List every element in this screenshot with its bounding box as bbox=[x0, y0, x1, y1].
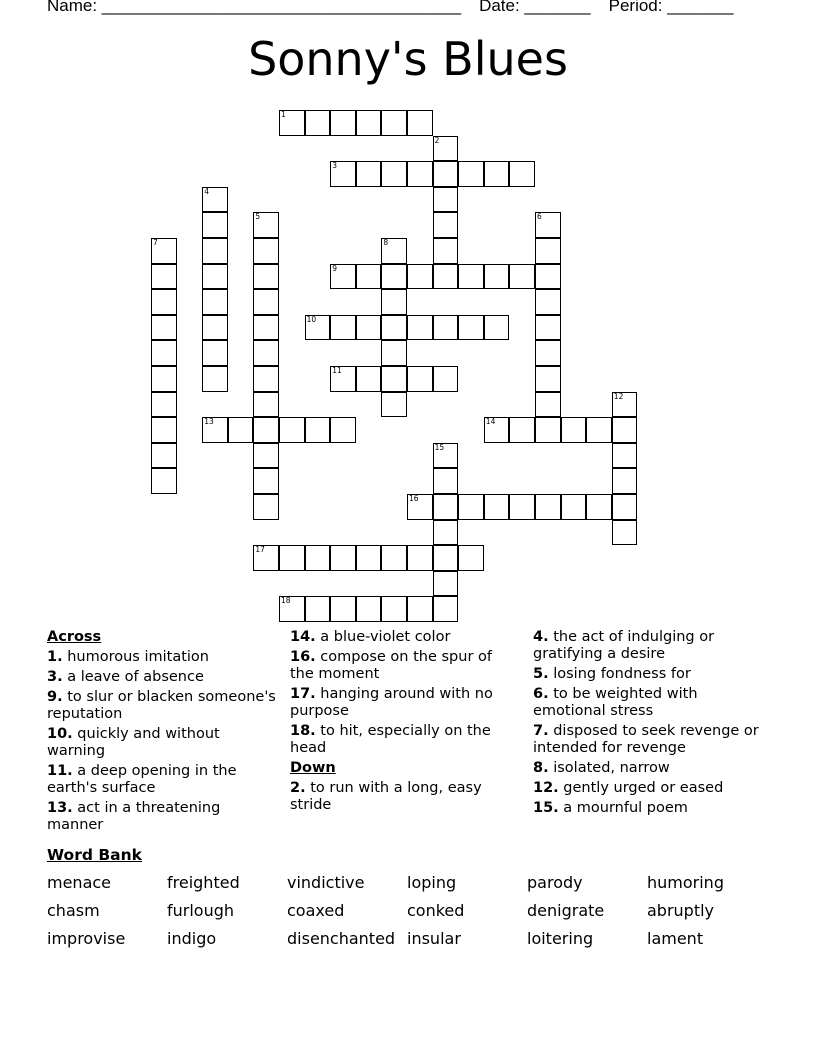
crossword-cell[interactable] bbox=[330, 417, 356, 443]
crossword-cell[interactable] bbox=[561, 417, 587, 443]
clue-across-9: 9. to slur or blacken someone's reputation bbox=[47, 689, 276, 722]
clue-number: 12 bbox=[613, 391, 624, 401]
crossword-cell[interactable] bbox=[356, 366, 382, 392]
word-bank-item: insular bbox=[407, 929, 461, 948]
crossword-cell[interactable] bbox=[612, 494, 638, 520]
clue-number: 11 bbox=[332, 366, 342, 375]
crossword-cell[interactable] bbox=[381, 289, 407, 315]
crossword-cell[interactable] bbox=[253, 264, 279, 290]
crossword-cell[interactable] bbox=[612, 392, 638, 418]
crossword-cell[interactable] bbox=[612, 468, 638, 494]
word-bank-item: disenchanted bbox=[287, 929, 396, 948]
crossword-cell[interactable] bbox=[509, 264, 535, 290]
word-bank bbox=[47, 873, 767, 948]
clue-across-1: 1. humorous imitation bbox=[47, 649, 209, 665]
crossword-cell[interactable] bbox=[381, 596, 407, 622]
crossword-cell[interactable] bbox=[407, 596, 433, 622]
crossword-cell[interactable] bbox=[458, 315, 484, 341]
period-line[interactable]: Period: _______ bbox=[608, 0, 734, 15]
clue-down-6: 6. to be weighted with emotional stress bbox=[533, 686, 698, 719]
crossword-cell[interactable] bbox=[433, 315, 459, 341]
clue-across-10: 10. quickly and without warning bbox=[47, 726, 220, 759]
clues-column-2 bbox=[290, 629, 520, 817]
clue-down-5: 5. losing fondness for bbox=[533, 666, 691, 682]
crossword-cell[interactable] bbox=[305, 110, 331, 136]
word-bank-item: indigo bbox=[167, 929, 217, 948]
crossword-cell[interactable] bbox=[433, 366, 459, 392]
crossword-cell[interactable] bbox=[151, 443, 177, 469]
crossword-cell[interactable] bbox=[202, 289, 228, 315]
crossword-cell[interactable] bbox=[509, 417, 535, 443]
crossword-cell[interactable] bbox=[228, 417, 254, 443]
crossword-cell[interactable] bbox=[381, 315, 407, 341]
word-bank-item: abruptly bbox=[647, 901, 715, 920]
crossword-cell[interactable] bbox=[381, 340, 407, 366]
crossword-cell[interactable] bbox=[433, 545, 459, 571]
clue-number: 13 bbox=[204, 417, 214, 427]
clue-number: 15 bbox=[434, 442, 445, 452]
crossword-cell[interactable] bbox=[535, 315, 561, 341]
crossword-cell[interactable] bbox=[612, 443, 638, 469]
crossword-cell[interactable] bbox=[612, 520, 638, 546]
crossword-cell[interactable] bbox=[253, 366, 279, 392]
crossword-cell[interactable] bbox=[253, 238, 279, 264]
clue-down-2: 2. to run with a long, easy stride bbox=[290, 780, 482, 813]
crossword-cell[interactable] bbox=[330, 596, 356, 622]
clue-number: 16 bbox=[409, 494, 419, 503]
clue-across-18: 18. to hit, especially on the head bbox=[290, 723, 491, 756]
crossword-cell[interactable] bbox=[433, 136, 459, 162]
crossword-cell[interactable] bbox=[433, 571, 459, 597]
crossword-cell[interactable] bbox=[330, 545, 356, 571]
crossword-cell[interactable] bbox=[407, 494, 433, 520]
clue-number: 2 bbox=[434, 135, 440, 145]
crossword-cell[interactable] bbox=[253, 340, 279, 366]
clue-number: 8 bbox=[383, 238, 389, 247]
crossword-cell[interactable] bbox=[458, 161, 484, 187]
crossword-cell[interactable] bbox=[433, 494, 459, 520]
word-bank-item: chasm bbox=[47, 901, 100, 920]
clue-number: 3 bbox=[332, 161, 337, 171]
crossword-cell[interactable] bbox=[151, 238, 177, 264]
crossword-cell[interactable] bbox=[253, 289, 279, 315]
crossword-cell[interactable] bbox=[202, 212, 228, 238]
crossword-cell[interactable] bbox=[151, 392, 177, 418]
crossword-cell[interactable] bbox=[612, 417, 638, 443]
crossword-cell[interactable] bbox=[535, 264, 561, 290]
crossword-cell[interactable] bbox=[535, 238, 561, 264]
crossword-cell[interactable] bbox=[381, 238, 407, 264]
crossword-cell[interactable] bbox=[458, 264, 484, 290]
clue-down-15: 15. a mournful poem bbox=[533, 800, 688, 816]
crossword-cell[interactable] bbox=[433, 264, 459, 290]
crossword-cell[interactable] bbox=[433, 520, 459, 546]
crossword-cell[interactable] bbox=[356, 110, 382, 136]
word-bank-item: lament bbox=[647, 929, 704, 948]
crossword-cell[interactable] bbox=[356, 596, 382, 622]
clue-number: 14 bbox=[485, 417, 496, 427]
crossword-cell[interactable] bbox=[535, 212, 561, 238]
crossword-cell[interactable] bbox=[305, 417, 331, 443]
crossword-cell[interactable] bbox=[356, 315, 382, 341]
date-line[interactable]: Date: _______ bbox=[479, 0, 591, 15]
crossword-cell[interactable] bbox=[484, 161, 510, 187]
across-heading: Across bbox=[47, 629, 102, 645]
crossword-cell[interactable] bbox=[330, 110, 356, 136]
word-bank-item: denigrate bbox=[527, 901, 605, 920]
crossword-cell[interactable] bbox=[330, 315, 356, 341]
crossword-cell[interactable] bbox=[484, 264, 510, 290]
clue-across-14: 14. a blue-violet color bbox=[290, 629, 451, 645]
crossword-cell[interactable] bbox=[535, 392, 561, 418]
crossword-cell[interactable] bbox=[433, 596, 459, 622]
clue-number: 10 bbox=[306, 314, 317, 324]
word-bank-item: coaxed bbox=[287, 901, 345, 920]
crossword-cell[interactable] bbox=[509, 161, 535, 187]
clue-across-3: 3. a leave of absence bbox=[47, 669, 204, 685]
crossword-cell[interactable] bbox=[484, 315, 510, 341]
word-bank-item: furlough bbox=[167, 901, 235, 920]
crossword-cell[interactable] bbox=[381, 392, 407, 418]
clue-down-8: 8. isolated, narrow bbox=[533, 760, 670, 776]
clue-number: 5 bbox=[255, 212, 261, 222]
crossword-cell[interactable] bbox=[433, 238, 459, 264]
word-bank-item: humoring bbox=[647, 873, 724, 892]
crossword-cell[interactable] bbox=[279, 110, 305, 136]
crossword-cell[interactable] bbox=[202, 238, 228, 264]
crossword-cell[interactable] bbox=[305, 596, 331, 622]
clue-across-17: 17. hanging around with no purpose bbox=[290, 686, 493, 719]
crossword-cell[interactable] bbox=[305, 545, 331, 571]
page-title: Sonny's Blues bbox=[248, 32, 568, 86]
crossword-cell[interactable] bbox=[330, 366, 356, 392]
crossword-cell[interactable] bbox=[151, 315, 177, 341]
word-bank-item: loping bbox=[407, 873, 457, 892]
word-bank-item: freighted bbox=[167, 873, 240, 892]
word-bank-title: Word Bank bbox=[47, 846, 142, 864]
clue-number: 7 bbox=[153, 238, 158, 247]
crossword-cell[interactable] bbox=[586, 494, 612, 520]
crossword-cell[interactable] bbox=[381, 264, 407, 290]
crossword-cell[interactable] bbox=[381, 545, 407, 571]
crossword-cell[interactable] bbox=[433, 212, 459, 238]
crossword-cell[interactable] bbox=[407, 545, 433, 571]
crossword-cell[interactable] bbox=[202, 340, 228, 366]
word-bank-item: loitering bbox=[527, 929, 594, 948]
crossword-cell[interactable] bbox=[535, 494, 561, 520]
crossword-cell[interactable] bbox=[279, 596, 305, 622]
crossword-cell[interactable] bbox=[433, 468, 459, 494]
clue-number: 18 bbox=[281, 596, 291, 606]
clue-across-13: 13. act in a threatening manner bbox=[47, 800, 221, 833]
crossword-cell[interactable] bbox=[253, 545, 279, 571]
crossword-cell[interactable] bbox=[202, 315, 228, 341]
crossword-cell[interactable] bbox=[586, 417, 612, 443]
crossword-cell[interactable] bbox=[151, 468, 177, 494]
crossword-cell[interactable] bbox=[151, 289, 177, 315]
crossword-cell[interactable] bbox=[330, 161, 356, 187]
crossword-cell[interactable] bbox=[458, 545, 484, 571]
crossword-cell[interactable] bbox=[202, 264, 228, 290]
crossword-cell[interactable] bbox=[509, 494, 535, 520]
crossword-cell[interactable] bbox=[305, 315, 331, 341]
crossword-cell[interactable] bbox=[381, 110, 407, 136]
crossword-cell[interactable] bbox=[253, 468, 279, 494]
crossword-cell[interactable] bbox=[279, 417, 305, 443]
crossword-cell[interactable] bbox=[253, 392, 279, 418]
clue-across-11: 11. a deep opening in the earth's surface bbox=[47, 763, 237, 796]
crossword-cell[interactable] bbox=[253, 494, 279, 520]
crossword-cell[interactable] bbox=[484, 417, 510, 443]
word-bank-item: vindictive bbox=[287, 873, 365, 892]
crossword-cell[interactable] bbox=[407, 161, 433, 187]
crossword-cell[interactable] bbox=[381, 366, 407, 392]
crossword-cell[interactable] bbox=[407, 315, 433, 341]
crossword-cell[interactable] bbox=[330, 264, 356, 290]
crossword-cell[interactable] bbox=[253, 315, 279, 341]
clues-column-1 bbox=[47, 629, 277, 837]
down-heading: Down bbox=[290, 760, 336, 776]
crossword-cell[interactable] bbox=[202, 187, 228, 213]
crossword-cell[interactable] bbox=[253, 212, 279, 238]
word-bank-item: conked bbox=[407, 901, 465, 920]
crossword-cell[interactable] bbox=[356, 545, 382, 571]
word-bank-item: menace bbox=[47, 873, 112, 892]
crossword-cell[interactable] bbox=[202, 366, 228, 392]
crossword-cell[interactable] bbox=[407, 264, 433, 290]
clue-number: 6 bbox=[537, 212, 542, 222]
clue-down-4: 4. the act of indulging or gratifying a desire bbox=[533, 629, 715, 662]
crossword-cell[interactable] bbox=[535, 340, 561, 366]
crossword-cell[interactable] bbox=[279, 545, 305, 571]
crossword-cell[interactable] bbox=[561, 494, 587, 520]
clue-number: 9 bbox=[332, 263, 337, 273]
crossword-cell[interactable] bbox=[535, 366, 561, 392]
name-line[interactable]: Name: ______________________________________ bbox=[47, 0, 462, 15]
crossword-cell[interactable] bbox=[151, 340, 177, 366]
crossword-cell[interactable] bbox=[535, 289, 561, 315]
crossword-cell[interactable] bbox=[151, 366, 177, 392]
crossword-cell[interactable] bbox=[151, 264, 177, 290]
crossword-cell[interactable] bbox=[433, 187, 459, 213]
crossword-cell[interactable] bbox=[535, 417, 561, 443]
clue-across-16: 16. compose on the spur of the moment bbox=[290, 649, 492, 682]
clues-column-3 bbox=[533, 629, 768, 820]
crossword-cell[interactable] bbox=[433, 443, 459, 469]
word-bank-item: improvise bbox=[47, 929, 126, 948]
crossword-cell[interactable] bbox=[253, 417, 279, 443]
clue-down-12: 12. gently urged or eased bbox=[533, 780, 724, 796]
crossword-cell[interactable] bbox=[151, 417, 177, 443]
crossword-cell[interactable] bbox=[381, 161, 407, 187]
crossword-cell[interactable] bbox=[253, 443, 279, 469]
crossword-cell[interactable] bbox=[433, 161, 459, 187]
clue-number: 1 bbox=[281, 110, 286, 119]
clue-number: 4 bbox=[204, 186, 209, 196]
crossword-cell[interactable] bbox=[356, 161, 382, 187]
crossword-cell[interactable] bbox=[484, 494, 510, 520]
crossword-cell[interactable] bbox=[202, 417, 228, 443]
word-bank-item: parody bbox=[527, 873, 583, 892]
crossword-cell[interactable] bbox=[356, 264, 382, 290]
clue-number: 17 bbox=[255, 545, 265, 555]
crossword-cell[interactable] bbox=[458, 494, 484, 520]
crossword-cell[interactable] bbox=[407, 110, 433, 136]
clue-down-7: 7. disposed to seek revenge or intended for revenge bbox=[533, 723, 759, 756]
crossword-cell[interactable] bbox=[407, 366, 433, 392]
